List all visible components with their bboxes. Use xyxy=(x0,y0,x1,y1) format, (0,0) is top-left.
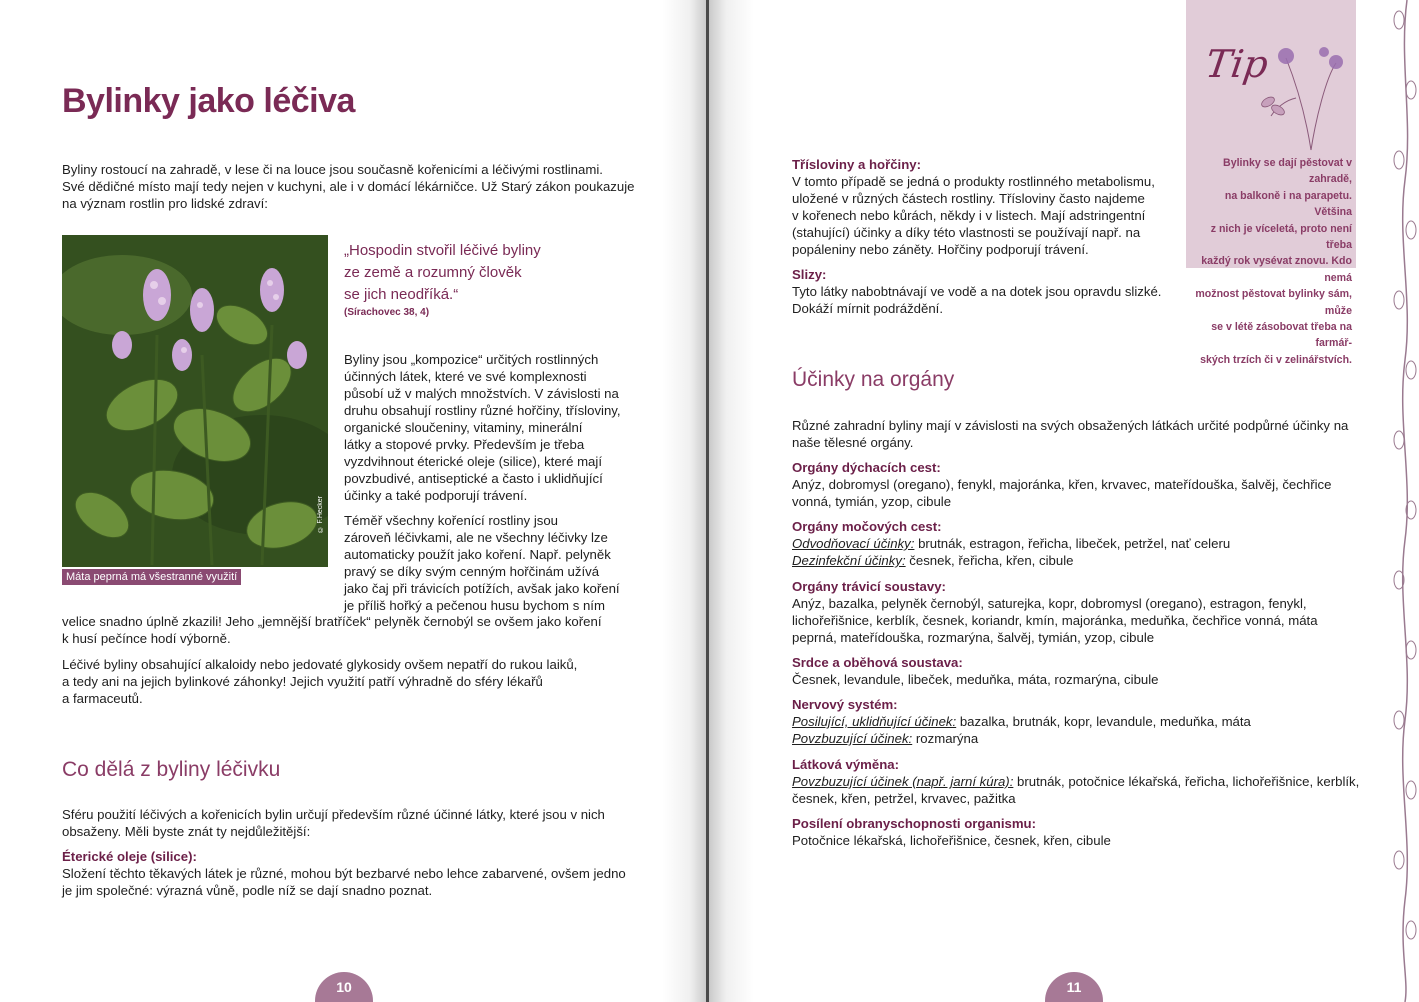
organ-effect-label: Povzbuzující účinek (např. jarní kúra): xyxy=(792,774,1014,789)
organ-effect-text: brutnák, potočnice lékařská, řeřicha, lichořeřišnice, kerblík, česnek, křen, petržel, krvavec, pažitka xyxy=(792,774,1360,806)
tip-label: Tip xyxy=(1202,42,1271,86)
organ-effect-label: Povzbuzující účinek: xyxy=(792,731,913,746)
organ-block xyxy=(792,459,1372,510)
organ-title: Nervový systém: xyxy=(792,697,898,712)
organ-effect-label: Dezinfekční účinky: xyxy=(792,553,906,568)
organ-effect-label: Odvodňovací účinky: xyxy=(792,536,915,551)
paragraph-substances: Sféru použití léčivých a kořenicích bylin určují především různé účinné látky, které jsou v nich obsaženy. Měli byste znát ty nejdůležitější: xyxy=(62,807,605,839)
section-heading: Co dělá z byliny léčivku xyxy=(62,758,281,781)
organ-line xyxy=(792,773,1372,807)
slime-block xyxy=(792,266,1182,317)
organ-block xyxy=(792,696,1372,747)
organ-title: Orgány dýchacích cest: xyxy=(792,460,941,475)
organ-effect-label: Posilující, uklidňující účinek: xyxy=(792,714,957,729)
organ-line xyxy=(792,832,1372,849)
tip-text: Bylinky se dají pěstovat v zahradě, na balkoně i na parapetu. Většina z nich je víceletá, proto není třeba každý rok vysévat znovu. Kdo nemá možnost pěstovat bylinky sám, může se v létě zásobovat třeba na farmář- ských trzích či v zelinářstvích. xyxy=(1195,157,1352,366)
organ-effect-text: Anýz, bazalka, pelyněk černobýl, saturejka, kopr, dobromysl (oregano), estragon, fenykl, lichořeřišnice, kerblík, česnek, koriandr, kmín, majoránka, meduňka, čechřice vonná, máta peprná, mateřídouška, rozmarýna, šalvěj, tymián, yzop, cibule xyxy=(792,596,1318,645)
oils-block xyxy=(62,848,662,899)
book-spine xyxy=(706,0,709,1002)
organ-title: Látková výměna: xyxy=(792,757,900,772)
quote-source: (Sírachovec 38, 4) xyxy=(344,307,430,318)
organ-effect-text: Anýz, dobromysl (oregano), fenykl, majoránka, křen, krvavec, mateřídouška, šalvěj, čechřice vonná, tymián, yzop, cibule xyxy=(792,477,1332,509)
organ-line xyxy=(792,476,1372,510)
organ-title: Srdce a oběhová soustava: xyxy=(792,655,963,670)
gutter-shadow xyxy=(662,0,708,1002)
paragraph-spices-continued: velice snadno úplně zkazili! Jeho „jemnější bratříček“ pelyněk černobýl se ovšem jako koření k husí pečínce hodí výborně. xyxy=(62,614,602,646)
bible-quote: „Hospodin stvořil léčivé byliny ze země a rozumný člověk se jich neodříká.“ xyxy=(344,242,541,303)
oils-title: Éterické oleje (silice): xyxy=(62,849,197,864)
gutter-shadow xyxy=(708,0,754,1002)
left-page xyxy=(0,0,708,1002)
page-number-left: 10 xyxy=(315,972,373,1002)
organ-effect-text: rozmarýna xyxy=(912,731,979,746)
slime-text: Tyto látky nabobtnávají ve vodě a na dotek jsou opravdu slizké. Dokáží mírnit podráždění. xyxy=(792,284,1162,316)
vine-decoration-icon xyxy=(1389,0,1419,1002)
flower-illustration-icon xyxy=(1256,38,1351,153)
tannins-text: V tomto případě se jedná o produkty rostlinného metabolismu, uložené v různých částech rostliny. Třísloviny často najdeme v kořenech nebo kůrách, někdy i v listech. Mají adstringentní (stahující) účinky a díky této vlastnosti se používají např. na popáleniny nebo záněty. Hořčiny podporují trávení. xyxy=(792,174,1155,257)
mint-photo xyxy=(62,235,328,567)
organ-block xyxy=(792,578,1372,646)
organs-heading: Účinky na orgány xyxy=(792,368,955,391)
organs-intro: Různé zahradní byliny mají v závislosti na svých obsažených látkách určité podpůrné účinky na naše tělesné orgány. xyxy=(792,418,1349,450)
oils-text: Složení těchto těkavých látek je různé, mohou být bezbarvé nebo lehce zabarvené, ovšem jedno je jim společné: výrazná vůně, podle níž se dají snadno poznat. xyxy=(62,866,626,898)
photo-credit: © F.Hecker xyxy=(317,496,324,533)
page-title: Bylinky jako léčiva xyxy=(62,82,355,120)
organ-line xyxy=(792,671,1372,688)
organ-effect-text: česnek, řeřicha, křen, cibule xyxy=(905,553,1074,568)
mint-plant-image xyxy=(62,235,328,567)
organ-title: Orgány trávicí soustavy: xyxy=(792,579,946,594)
organ-block xyxy=(792,815,1372,849)
right-page xyxy=(708,0,1419,1002)
intro-paragraph: Byliny rostoucí na zahradě, v lese či na louce jsou současně kořenicími a léčivými rostlinami. Své dědičné místo mají tedy nejen v kuchyni, ale i v domácí lékárničce. Už Starý zákon poukazuje na význam rostlin pro lidské zdraví: xyxy=(62,162,635,211)
organ-block xyxy=(792,518,1372,569)
organ-title: Orgány močových cest: xyxy=(792,519,942,534)
organ-line xyxy=(792,535,1372,552)
paragraph-alkaloids: Léčivé byliny obsahující alkaloidy nebo jedovaté glykosidy ovšem nepatří do rukou laiků, a tedy ani na jejich bylinkové záhonky! Jejich využití patří výhradně do sféry lékařů a farmaceutů. xyxy=(62,657,578,706)
organ-line xyxy=(792,730,1372,747)
organ-line xyxy=(792,595,1372,646)
organ-line xyxy=(792,552,1372,569)
organ-block xyxy=(792,654,1372,688)
organ-effect-text: brutnák, estragon, řeřicha, libeček, petržel, nať celeru xyxy=(914,536,1231,551)
organ-effect-text: Česnek, levandule, libeček, meduňka, máta, rozmarýna, cibule xyxy=(792,672,1159,687)
organ-block xyxy=(792,756,1372,807)
organ-line xyxy=(792,713,1372,730)
paragraph-spices: Téměř všechny kořenící rostliny jsou zároveň léčivkami, ale ne všechny léčivky lze automaticky použít jako koření. Např. pelyněk pravý se díky svým cenným hořčinám užívá jako čaj při trávicích potížích, avšak jako koření je příliš hořký a pečenou husu bychom s ním xyxy=(344,513,620,613)
photo-caption: Máta peprná má všestranné využití xyxy=(62,569,241,585)
tannins-block xyxy=(792,156,1182,258)
tip-box xyxy=(1186,0,1356,366)
organ-title: Posílení obranyschopnosti organismu: xyxy=(792,816,1037,831)
slime-title: Slizy: xyxy=(792,267,827,282)
organ-effect-text: bazalka, brutnák, kopr, levandule, meduňka, máta xyxy=(956,714,1251,729)
tannins-title: Třísloviny a hořčiny: xyxy=(792,157,921,172)
page-number-right: 11 xyxy=(1045,972,1103,1002)
organ-effect-text: Potočnice lékařská, lichořeřišnice, česnek, křen, cibule xyxy=(792,833,1111,848)
paragraph-composition: Byliny jsou „kompozice“ určitých rostlinných účinných látek, které ve své komplexnosti působí už v malých množstvích. V závislosti na druhu obsahují rostliny různé hořčiny, třísloviny, organické sloučeniny, vitaminy, minerální látky a stopové prvky. Především je třeba vyzdvihnout éterické oleje (silice), které mají povzbudivé, antiseptické a často i uklidňující účinky a také podporují trávení. xyxy=(344,352,621,503)
